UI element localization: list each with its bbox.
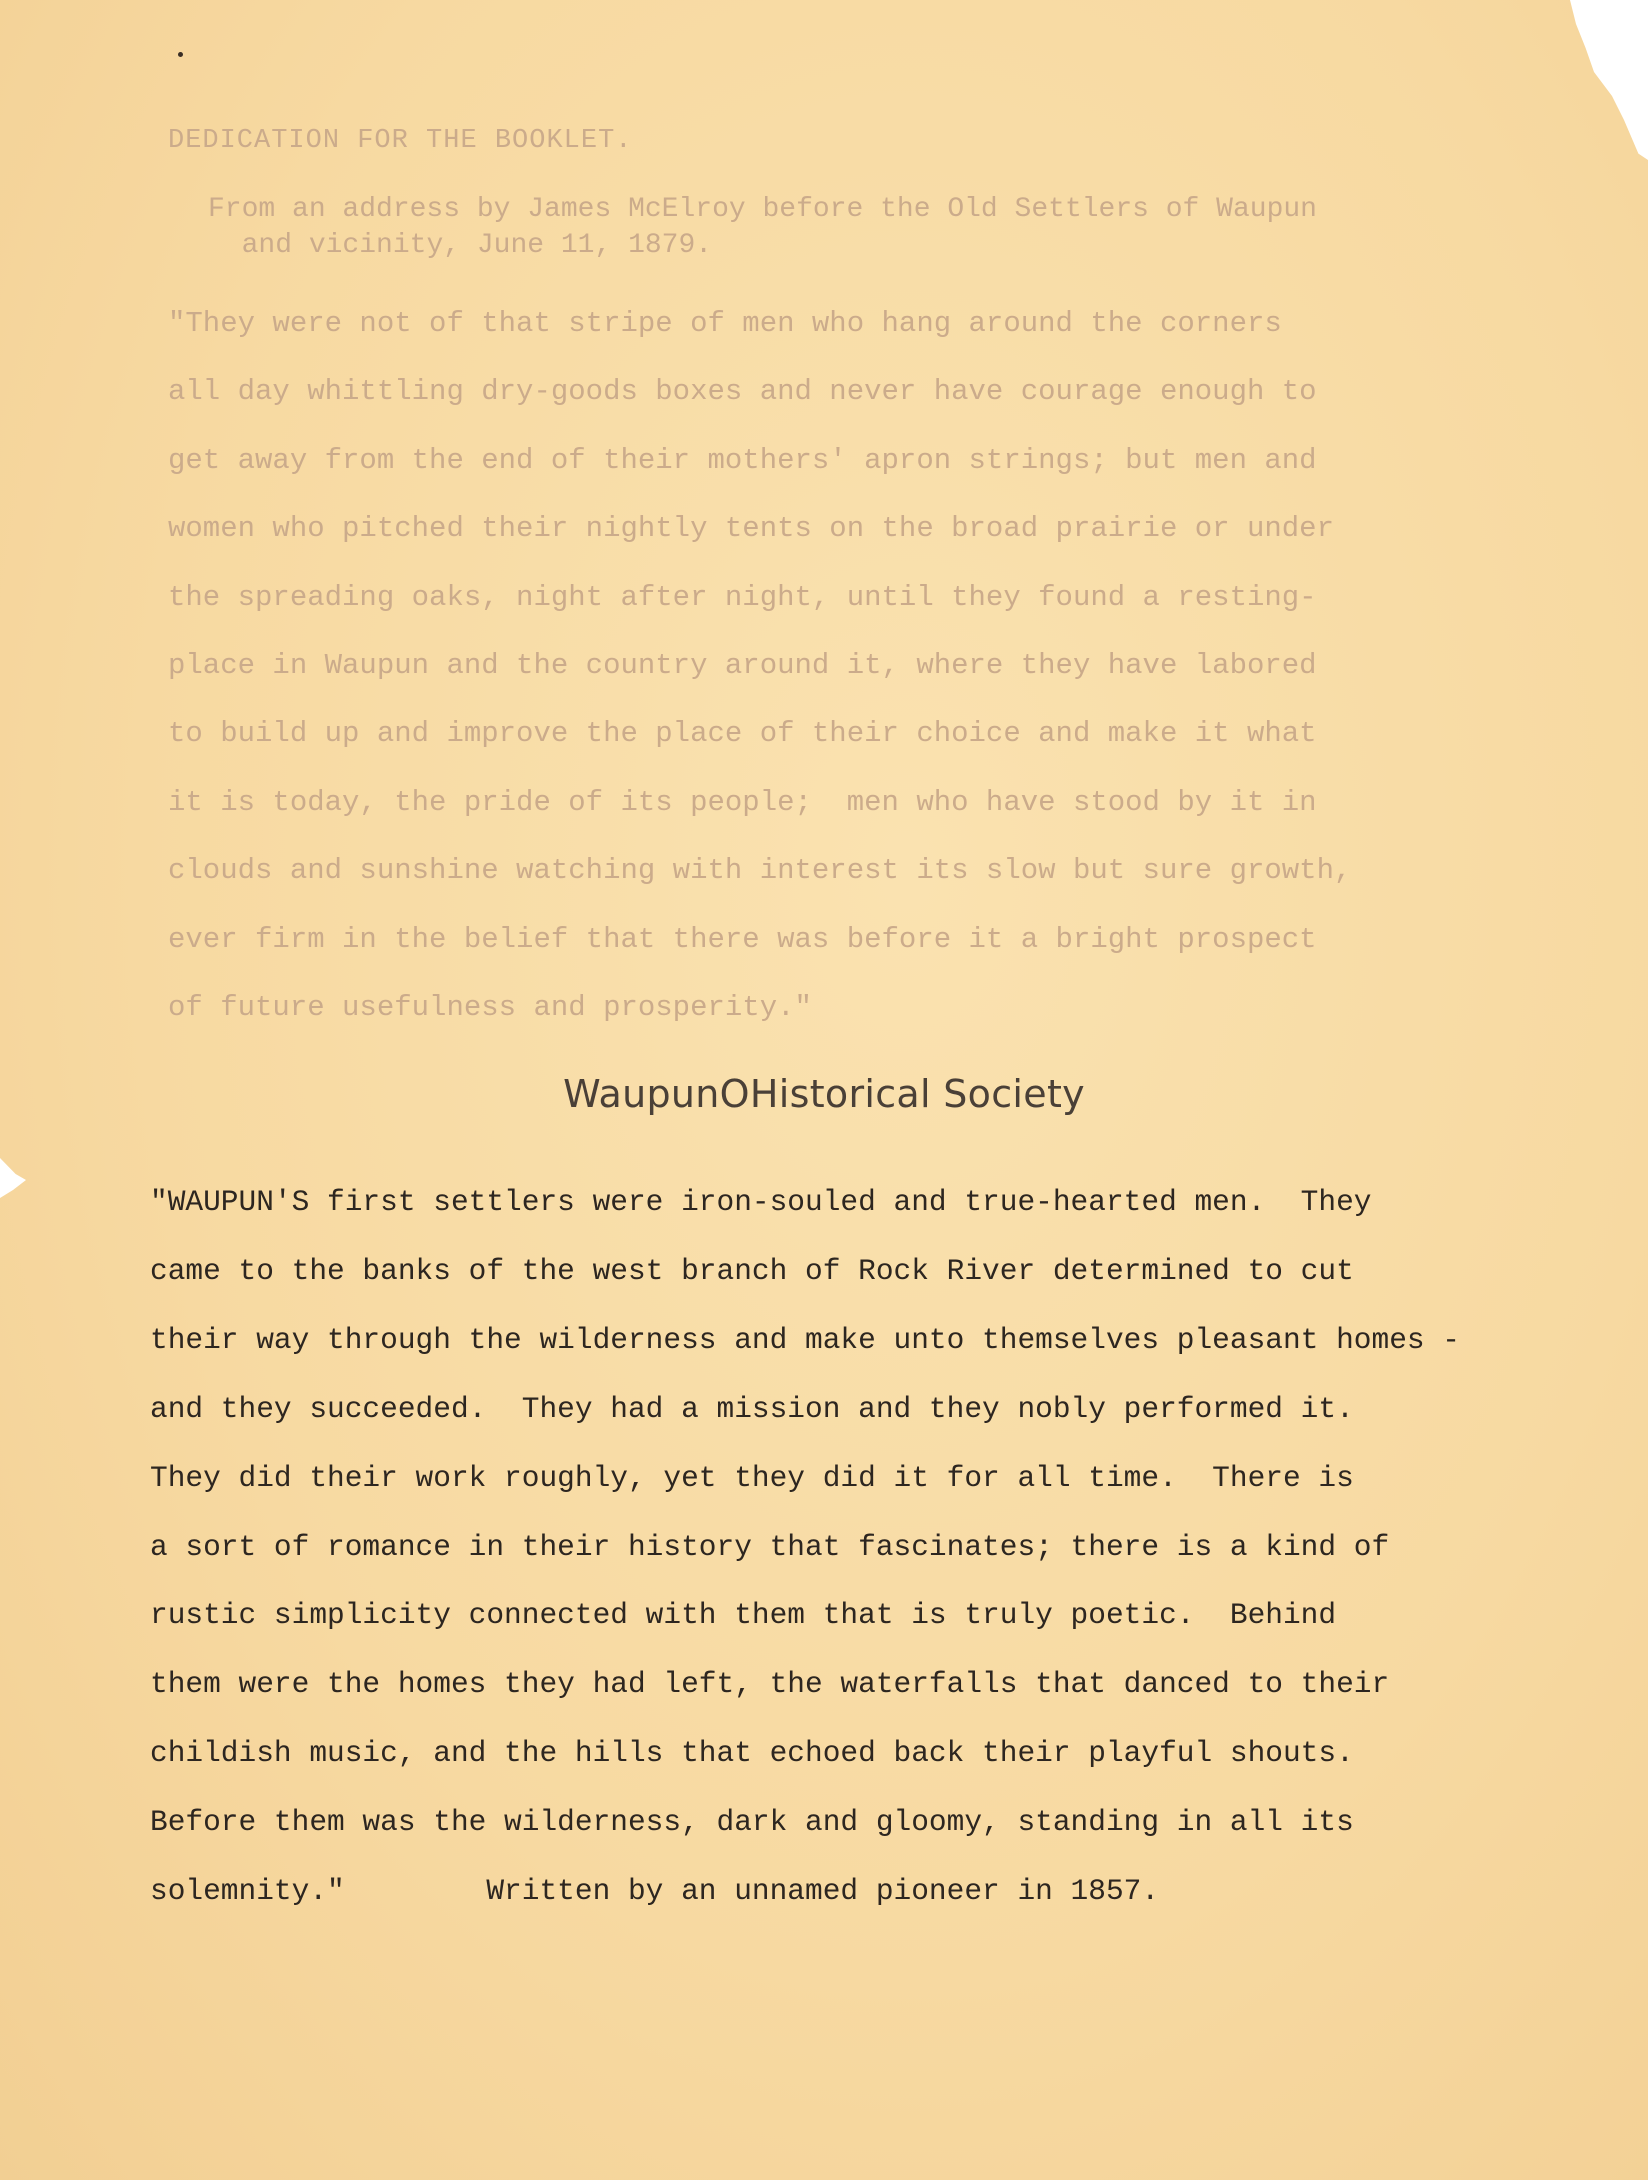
pioneer-quote [150,1168,1630,1926]
quote-line: place in Waupun and the country around it, where they have labored [168,649,1317,683]
quote-line: get away from the end of their mothers' apron strings; but men and [168,443,1317,477]
byline-line: and vicinity, June 11, 1879. [241,230,713,261]
quote-line: childish music, and the hills that echoed back their playful shouts. [150,1736,1354,1771]
quote-line: a sort of romance in their history that fascinates; there is a kind of [150,1529,1390,1564]
historical-society-watermark: WaupunOHistorical Society [563,1072,1085,1116]
quote-line: came to the banks of the west branch of Rock River determined to cut [150,1253,1354,1288]
quote-line: all day whittling dry-goods boxes and never have courage enough to [168,375,1317,409]
quote-line: to build up and improve the place of their choice and make it what [168,717,1317,751]
quote-line: ever firm in the belief that there was before it a bright prospect [168,922,1317,956]
ink-speck [178,52,183,57]
quote-line: Before them was the wilderness, dark and gloomy, standing in all its [150,1805,1354,1840]
quote-line: it is today, the pride of its people; men who have stood by it in [168,785,1317,819]
address-byline [208,192,1317,264]
quote-line: They did their work roughly, yet they did it for all time. There is [150,1460,1354,1495]
quote-line: women who pitched their nightly tents on the broad prairie or under [168,512,1334,546]
quote-line: and they succeeded. They had a mission and they nobly performed it. [150,1391,1354,1426]
quote-line: them were the homes they had left, the waterfalls that danced to their [150,1667,1390,1702]
torn-corner [1528,0,1648,160]
document-heading: DEDICATION FOR THE BOOKLET. [168,126,633,156]
quote-line: of future usefulness and prosperity." [168,991,812,1025]
quote-line: rustic simplicity connected with them that is truly poetic. Behind [150,1598,1337,1633]
quote-line: solemnity." Written by an unnamed pioneer in 1857. [150,1874,1160,1909]
quote-line: their way through the wilderness and make unto themselves pleasant homes - [150,1322,1461,1357]
quote-line: "WAUPUN'S first settlers were iron-souled and true-hearted men. They [150,1185,1372,1219]
byline-line: From an address by James McElroy before the Old Settlers of Waupun [208,194,1317,225]
quote-line: "They were not of that stripe of men who hang around the corners [168,307,1282,340]
torn-edge-nick [0,1158,26,1198]
quote-line: the spreading oaks, night after night, until they found a resting- [168,580,1317,614]
mcelroy-quote [168,290,1528,1042]
quote-line: clouds and sunshine watching with interest its slow but sure growth, [168,854,1352,888]
